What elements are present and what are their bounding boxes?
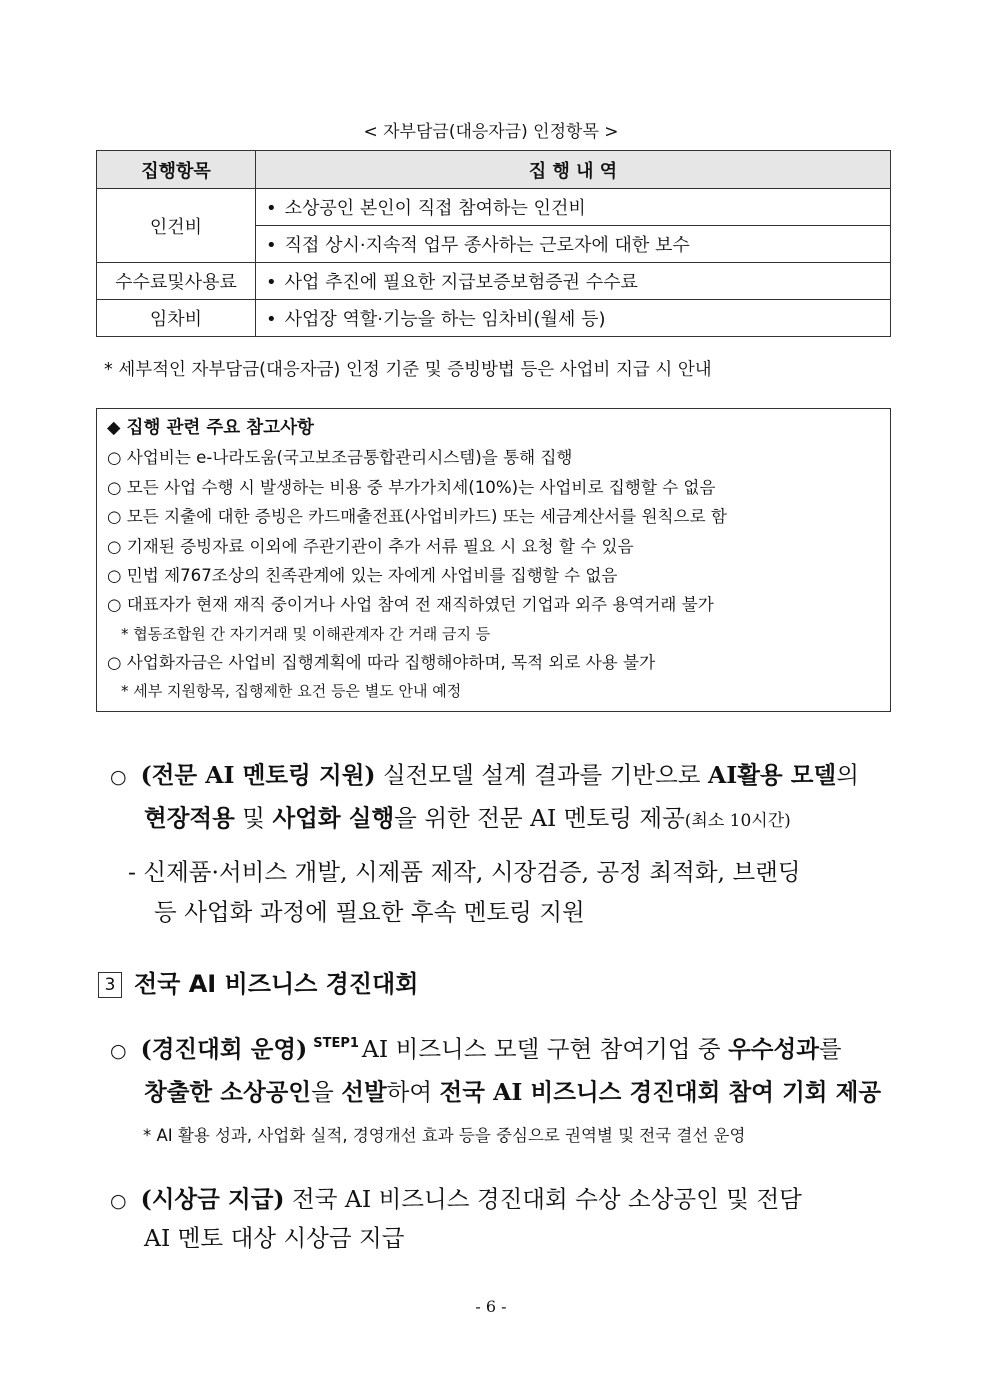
contest-title: (경진대회 운영) <box>140 1035 308 1063</box>
table-caption: < 자부담금(대응자금) 인정항목 > <box>363 122 619 142</box>
bullet-icon: • <box>266 309 277 330</box>
section-title: 전국 AI 비즈니스 경진대회 <box>134 970 419 998</box>
mentoring-text: 및 <box>234 804 273 832</box>
mentoring-text: 을 위한 전문 AI 멘토링 제공 <box>394 804 685 832</box>
prize-text: 전국 AI 비즈니스 경진대회 수상 소상공인 및 전담 <box>284 1185 802 1213</box>
reference-subnote: * 세부 지원항목, 집행제한 요건 등은 별도 안내 예정 <box>121 682 462 701</box>
section-number-box: 3 <box>98 972 122 998</box>
mentoring-text: 의 <box>836 761 859 789</box>
contest-paragraph-line2 <box>144 1073 881 1107</box>
circle-bullet-icon: ○ <box>110 1190 127 1212</box>
reference-line: ○ 대표자가 현재 재직 중이거나 사업 참여 전 재직하였던 기업과 외주 용역거래 불가 <box>107 595 714 615</box>
table-cell-item <box>256 263 891 300</box>
reference-line: ○ 사업비는 e-나라도움(국고보조금통합관리시스템)을 통해 집행 <box>107 448 573 468</box>
mentoring-paragraph-line1 <box>110 756 859 790</box>
mentoring-emphasis: AI활용 모델 <box>707 761 837 789</box>
contest-paragraph-line1 <box>110 1030 842 1064</box>
contest-text: 를 <box>818 1035 842 1063</box>
expense-items-table <box>96 150 891 337</box>
contest-text: AI 비즈니스 모델 구현 참여기업 중 <box>361 1035 729 1063</box>
table-header-details: 집 행 내 역 <box>256 151 891 189</box>
table-note: * 세부적인 자부담금(대응자금) 인정 기준 및 증빙방법 등은 사업비 지급 시 안내 <box>104 360 712 380</box>
contest-emphasis: 선발 <box>341 1078 387 1106</box>
reference-line: ○ 모든 사업 수행 시 발생하는 비용 중 부가가치세(10%)는 사업비로 집행할 수 없음 <box>107 477 716 497</box>
prize-paragraph-line2: AI 멘토 대상 시상금 지급 <box>144 1224 405 1252</box>
reference-line: ○ 민법 제767조상의 친족관계에 있는 자에게 사업비를 집행할 수 없음 <box>107 565 618 585</box>
mentoring-title: (전문 AI 멘토링 지원) <box>140 761 376 789</box>
reference-box-title: ◆ 집행 관련 주요 참고사항 <box>107 418 314 438</box>
table-row <box>97 189 891 226</box>
contest-text: 을 <box>311 1078 342 1106</box>
table-cell-category: 인건비 <box>97 189 256 263</box>
table-cell-item <box>256 300 891 337</box>
reference-line: ○ 사업화자금은 사업비 집행계획에 따라 집행해야하며, 목적 외로 사용 불가 <box>107 652 656 672</box>
contest-emphasis: 우수성과 <box>728 1035 819 1063</box>
reference-subnote: * 협동조합원 간 자기거래 및 이해관계자 간 거래 금지 등 <box>121 624 491 643</box>
contest-note: * AI 활용 성과, 사업화 실적, 경영개선 효과 등을 중심으로 권역별 및 전국 결선 운영 <box>143 1126 746 1145</box>
table-header-row <box>97 151 891 189</box>
mentoring-sub-line1: - 신제품·서비스 개발, 시제품 제작, 시장검증, 공정 최적화, 브랜딩 <box>128 858 801 886</box>
section-heading <box>98 964 418 999</box>
mentoring-sub-line2: 등 사업화 과정에 필요한 후속 멘토링 지원 <box>154 898 585 926</box>
mentoring-text: 실전모델 설계 결과를 기반으로 <box>375 761 708 789</box>
item-text: 직접 상시·지속적 업무 종사하는 근로자에 대한 보수 <box>284 235 690 256</box>
table-header-category: 집행항목 <box>97 151 256 189</box>
table-cell-item <box>256 226 891 263</box>
table-cell-category: 수수료및사용료 <box>97 263 256 300</box>
reference-line: ○ 기재된 증빙자료 이외에 주관기관이 추가 서류 필요 시 요청 할 수 있음 <box>107 536 634 556</box>
circle-bullet-icon: ○ <box>110 766 127 788</box>
contest-emphasis: 창출한 소상공인 <box>144 1078 312 1106</box>
item-text: 사업 추진에 필요한 지급보증보험증권 수수료 <box>284 272 638 293</box>
reference-box <box>96 408 891 712</box>
table-cell-item <box>256 189 891 226</box>
reference-line: ○ 모든 지출에 대한 증빙은 카드매출전표(사업비카드) 또는 세금계산서를 원칙으로 함 <box>107 507 727 527</box>
prize-title: (시상금 지급) <box>140 1185 285 1213</box>
table-cell-category: 임차비 <box>97 300 256 337</box>
table-row <box>97 300 891 337</box>
item-text: 사업장 역할·기능을 하는 임차비(월세 등) <box>284 309 606 330</box>
circle-bullet-icon: ○ <box>110 1040 127 1062</box>
mentoring-emphasis: 사업화 실행 <box>272 804 395 832</box>
bullet-icon: • <box>266 272 277 293</box>
contest-text: 하여 <box>386 1078 440 1106</box>
mentoring-emphasis: 현장적용 <box>144 804 235 832</box>
contest-emphasis: 전국 AI 비즈니스 경진대회 참여 기회 제공 <box>439 1078 882 1106</box>
page-number: - 6 - <box>475 1297 507 1316</box>
step-badge: STEP1 <box>313 1036 359 1051</box>
mentoring-hours: (최소 10시간) <box>684 811 791 831</box>
item-text: 소상공인 본인이 직접 참여하는 인건비 <box>284 198 586 219</box>
mentoring-paragraph-line2 <box>144 799 791 833</box>
bullet-icon: • <box>266 198 277 219</box>
table-row <box>97 263 891 300</box>
prize-paragraph-line1 <box>110 1180 802 1214</box>
bullet-icon: • <box>266 235 277 256</box>
